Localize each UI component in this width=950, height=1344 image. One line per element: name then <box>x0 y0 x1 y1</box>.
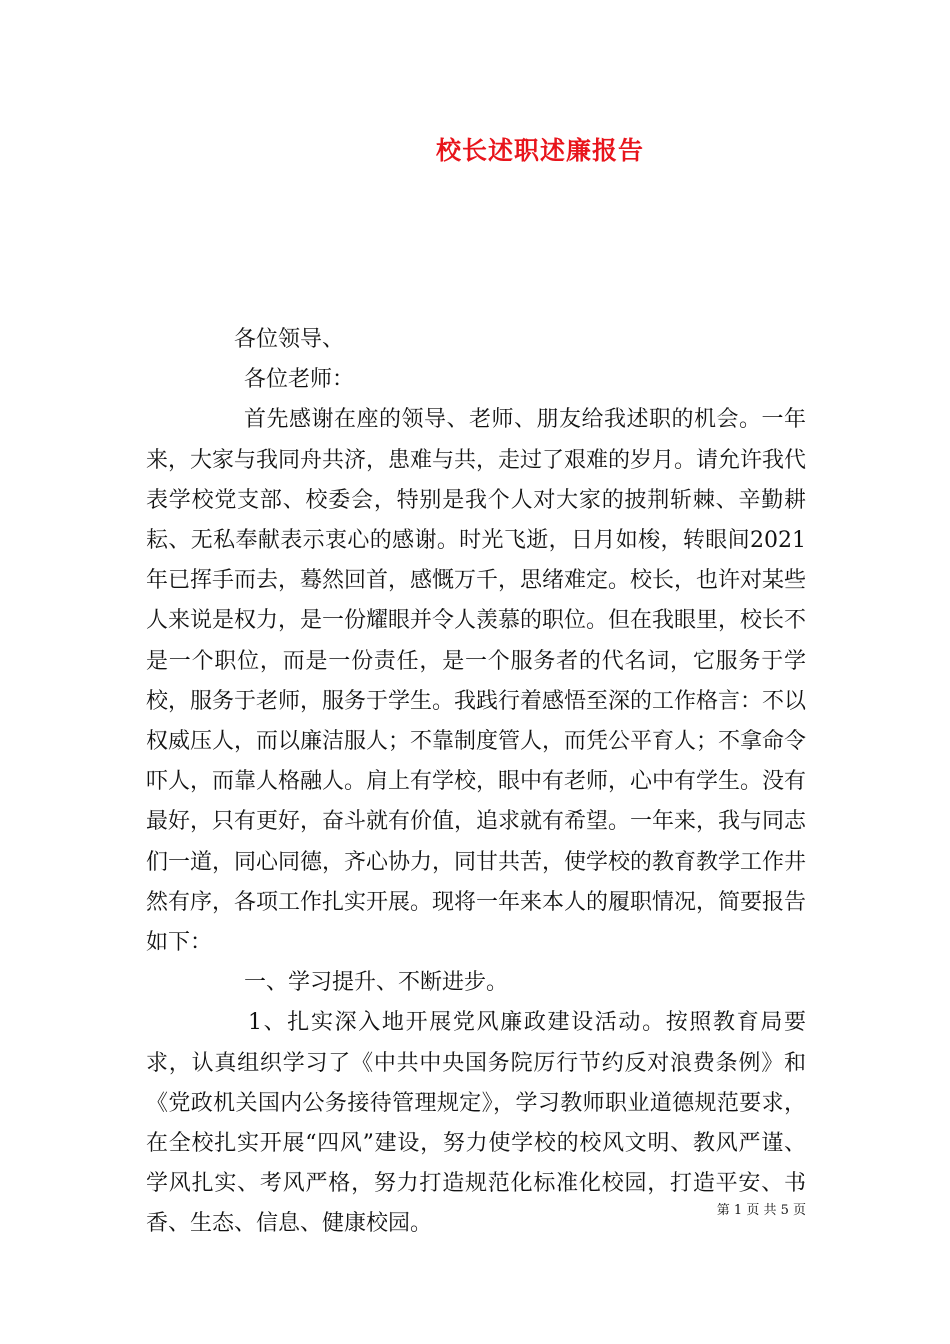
page-title: 校长述职述廉报告 <box>435 136 644 165</box>
section-heading-1: 一、学习提升、不断进步。 <box>244 970 509 996</box>
salutation-leaders: 各位领导、 <box>234 327 345 352</box>
salutation-teachers: 各位老师： <box>244 367 355 393</box>
document-body <box>146 320 806 1245</box>
paragraph-item-1: 1、扎实深入地开展党风廉政建设活动。按照教育局要求，认真组织学习了《中共中央国务院厉行节约反对浪费条例》和《党政机关国内公务接待管理规定》，学习教师职业道德规范要求，在全校扎实开展“四风”建设，努力使学校的校风文明、教风严谨、学风扎实、考风严格，努力打造规范化标准化校园，打造平安、书香、生态、信息、健康校园。 <box>146 1010 806 1237</box>
page-number-footer: 第 1 页 共 5 页 <box>716 1203 806 1218</box>
paragraph-intro: 首先感谢在座的领导、老师、朋友给我述职的机会。一年来，大家与我同舟共济，患难与共，走过了艰难的岁月。请允许我代表学校党支部、校委会，特别是我个人对大家的披荆斩棘、辛勤耕耘、无私奉献表示衷心的感谢。时光飞逝，日月如梭，转眼间2021年已挥手而去，蓦然回首，感慨万千，思绪难定。校长，也许对某些人来说是权力，是一份耀眼并令人羡慕的职位。但在我眼里，校长不是一个职位，而是一份责任，是一个服务者的代名词，它服务于学校，服务于老师，服务于学生。我践行着感悟至深的工作格言：不以权威压人，而以廉洁服人；不靠制度管人，而凭公平育人；不拿命令吓人，而靠人格融人。肩上有学校，眼中有老师，心中有学生。没有最好，只有更好，奋斗就有价值，追求就有希望。一年来，我与同志们一道，同心同德，齐心协力，同甘共苦，使学校的教育教学工作井然有序，各项工作扎实开展。现将一年来本人的履职情况，简要报告如下： <box>146 407 807 956</box>
